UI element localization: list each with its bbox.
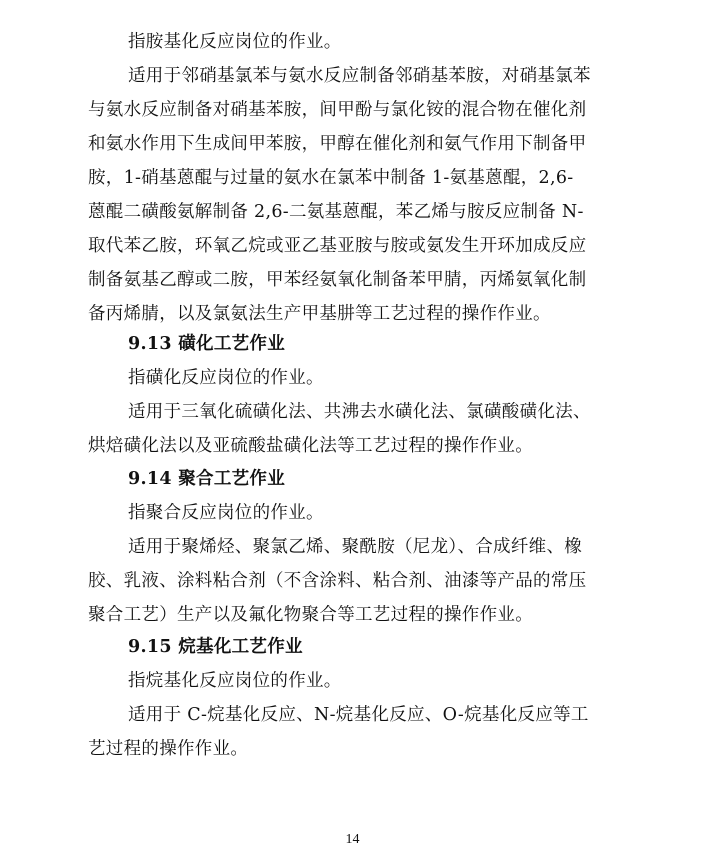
paragraph-line: 适用于三氧化硫磺化法、共沸去水磺化法、氯磺酸磺化法、 bbox=[128, 402, 591, 422]
section-heading-9-14: 9.14 聚合工艺作业 bbox=[128, 469, 286, 489]
paragraph-line: 胺，1-硝基蒽醌与过量的氨水在氯苯中制备 1-氨基蒽醌，2,6- bbox=[88, 168, 574, 188]
paragraph-line: 取代苯乙胺，环氧乙烷或亚乙基亚胺与胺或氨发生开环加成反应 bbox=[88, 236, 587, 256]
paragraph-line: 适用于聚烯烃、聚氯乙烯、聚酰胺（尼龙）、合成纤维、橡 bbox=[128, 537, 583, 557]
paragraph-line: 指烷基化反应岗位的作业。 bbox=[128, 671, 342, 691]
paragraph-line: 聚合工艺）生产以及氟化物聚合等工艺过程的操作作业。 bbox=[88, 605, 533, 625]
paragraph-line: 适用于 C-烷基化反应、N-烷基化反应、O-烷基化反应等工 bbox=[128, 705, 589, 725]
paragraph-line: 和氨水作用下生成间甲苯胺，甲醇在催化剂和氨气作用下制备甲 bbox=[88, 134, 587, 154]
paragraph-line: 蒽醌二磺酸氨解制备 2,6-二氨基蒽醌，苯乙烯与胺反应制备 N- bbox=[88, 202, 584, 222]
page-number: 14 bbox=[345, 832, 360, 847]
paragraph-line: 烘焙磺化法以及亚硫酸盐磺化法等工艺过程的操作作业。 bbox=[88, 436, 533, 456]
section-heading-9-13: 9.13 磺化工艺作业 bbox=[128, 334, 286, 354]
paragraph-line: 胶、乳液、涂料粘合剂（不含涂料、粘合剂、油漆等产品的常压 bbox=[88, 571, 587, 591]
paragraph-line: 与氨水反应制备对硝基苯胺，间甲酚与氯化铵的混合物在催化剂 bbox=[88, 100, 587, 120]
paragraph-line: 备丙烯腈，以及氯氨法生产甲基肼等工艺过程的操作作业。 bbox=[88, 304, 551, 324]
paragraph-line: 适用于邻硝基氯苯与氨水反应制备邻硝基苯胺，对硝基氯苯 bbox=[128, 66, 591, 86]
paragraph-line: 艺过程的操作作业。 bbox=[88, 739, 249, 759]
paragraph-line: 指胺基化反应岗位的作业。 bbox=[128, 32, 342, 52]
section-heading-9-15: 9.15 烷基化工艺作业 bbox=[128, 637, 303, 657]
paragraph-line: 指磺化反应岗位的作业。 bbox=[128, 368, 324, 388]
paragraph-line: 指聚合反应岗位的作业。 bbox=[128, 503, 324, 523]
paragraph-line: 制备氨基乙醇或二胺，甲苯经氨氧化制备苯甲腈，丙烯氨氧化制 bbox=[88, 270, 587, 290]
